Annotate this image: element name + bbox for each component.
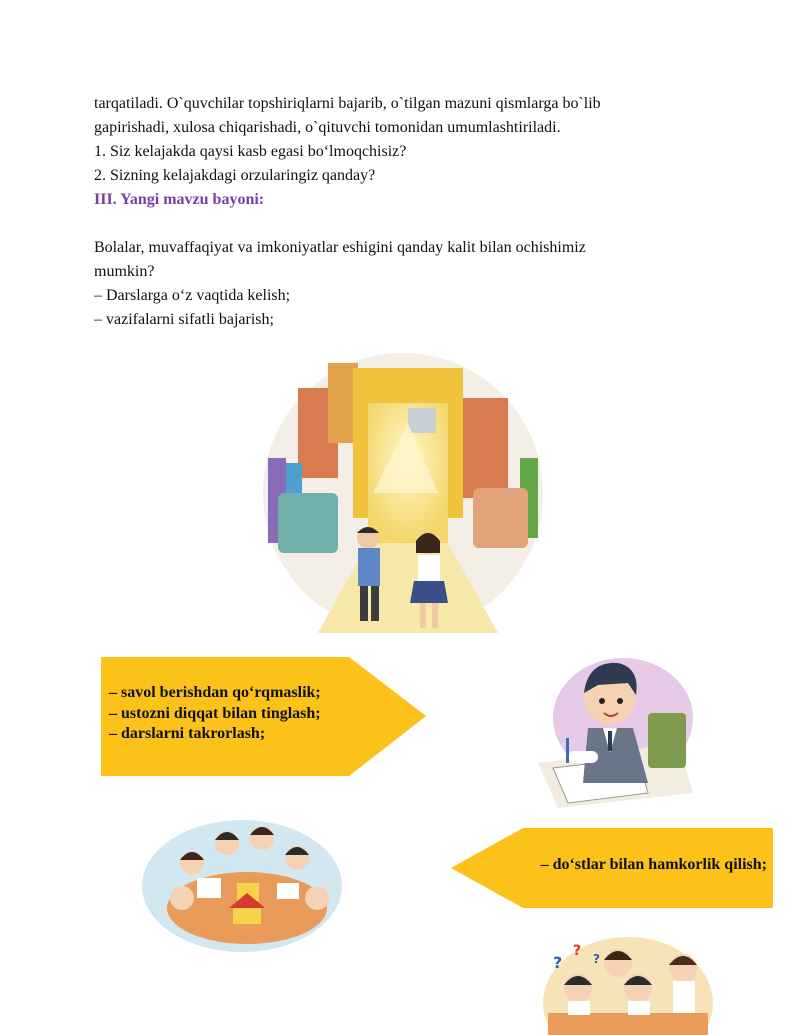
paragraph-line: gapirishadi, xulosa chiqarishadi, o`qituvchi tomonidan umumlashtiriladi. [94, 119, 561, 136]
list-item: – vazifalarni sifatli bajarish; [94, 311, 274, 328]
children-teamwork-illustration [137, 808, 347, 956]
svg-text:?: ? [593, 952, 600, 966]
list-item: – Darslarga o‘z vaqtida kelish; [94, 287, 291, 304]
question-2: 2. Sizning kelajakdagi orzularingiz qanday? [94, 167, 376, 184]
curious-children-illustration [533, 933, 713, 1035]
door-illustration [258, 343, 548, 638]
tip-line: – do‘stlar bilan hamkorlik qilish; [540, 856, 767, 873]
tip-line: – savol berishdan qo‘rqmaslik; [109, 684, 321, 701]
paragraph-line: Bolalar, muvaffaqiyat va imkoniyatlar eshigini qanday kalit bilan ochishimiz [94, 239, 586, 256]
question-1: 1. Siz kelajakda qaysi kasb egasi bo‘lmoqchisiz? [94, 143, 407, 160]
tip-line: – darslarni takrorlash; [109, 725, 266, 742]
svg-text:?: ? [553, 953, 563, 972]
section-heading: III. Yangi mavzu bayoni: [94, 191, 265, 208]
blank-line [94, 212, 734, 236]
paragraph-line: tarqatiladi. O`quvchilar topshiriqlarni bajarib, o`tilgan mazuni qismlarga bo`lib [94, 95, 601, 112]
svg-text:?: ? [573, 943, 582, 959]
tips-arrow-right [451, 828, 773, 908]
boy-writing-illustration [528, 643, 698, 813]
tip-line: – ustozni diqqat bilan tinglash; [109, 704, 321, 722]
page-text [94, 92, 734, 332]
paragraph-line: mumkin? [94, 263, 155, 280]
tips-arrow-left [101, 657, 426, 776]
